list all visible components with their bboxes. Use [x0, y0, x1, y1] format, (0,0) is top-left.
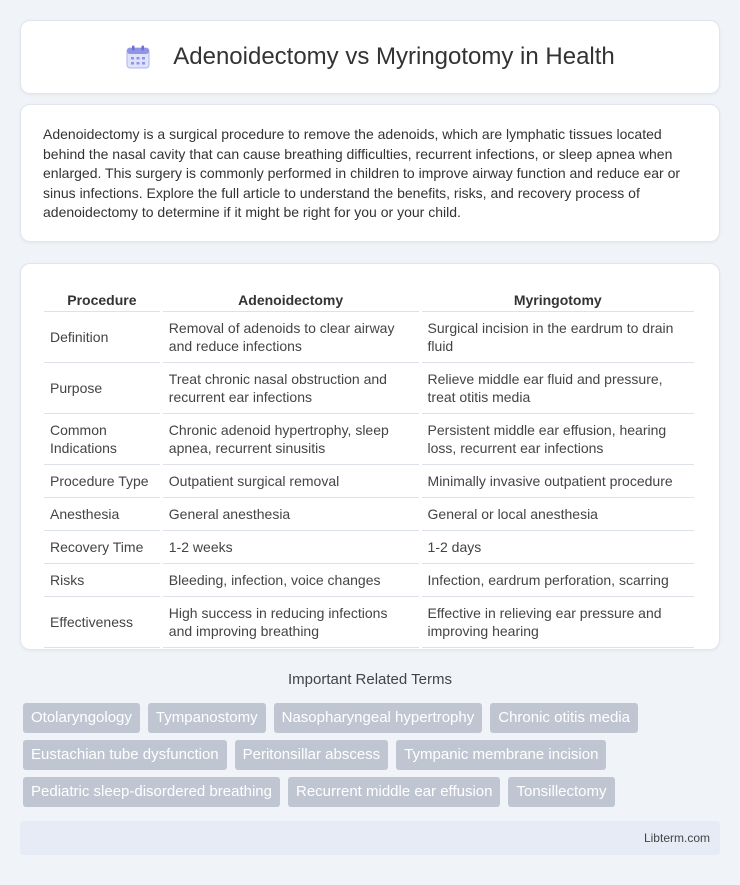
table-row	[44, 414, 694, 465]
myringotomy-cell: Minimally invasive outpatient procedure	[422, 465, 694, 498]
intro-text: Adenoidectomy is a surgical procedure to remove the adenoids, which are lymphatic tissues located behind the nasal cavity that can cause breathing difficulties, recurrent infections, or sleep apnea when enlarged. This surgery is commonly performed in children to improve airway function and reduce ear or sinus infections. Explore the full article to understand the benefits, risks, and recovery process of adenoidectomy to determine if it might be right for you or your child.	[43, 126, 681, 221]
myringotomy-cell: 1-2 days	[422, 531, 694, 564]
adenoidectomy-cell: Bleeding, infection, voice changes	[163, 564, 419, 597]
adenoidectomy-cell: Chronic adenoid hypertrophy, sleep apnea, recurrent sinusitis	[163, 414, 419, 465]
table-row	[44, 564, 694, 597]
row-label: Definition	[44, 312, 160, 363]
row-label: Purpose	[44, 363, 160, 414]
table-row	[44, 312, 694, 363]
myringotomy-cell: Persistent middle ear effusion, hearing loss, recurrent ear infections	[422, 414, 694, 465]
related-terms-list	[23, 703, 703, 807]
footer-site-link[interactable]: Libterm.com	[643, 831, 710, 845]
adenoidectomy-cell: Treat chronic nasal obstruction and recurrent ear infections	[163, 363, 419, 414]
intro-card	[20, 104, 720, 242]
myringotomy-cell: Relieve middle ear fluid and pressure, treat otitis media	[422, 363, 694, 414]
myringotomy-cell: General or local anesthesia	[422, 498, 694, 531]
row-label: Common Indications	[44, 414, 160, 465]
row-label: Procedure Type	[44, 465, 160, 498]
comparison-table	[41, 284, 697, 648]
row-label: Risks	[44, 564, 160, 597]
header-myringotomy: Myringotomy	[422, 284, 694, 312]
related-term-tag[interactable]: Tonsillectomy	[508, 777, 614, 807]
myringotomy-cell: Surgical incision in the eardrum to drain fluid	[422, 312, 694, 363]
row-label: Anesthesia	[44, 498, 160, 531]
myringotomy-cell: Effective in relieving ear pressure and improving hearing	[422, 597, 694, 648]
table-row	[44, 465, 694, 498]
related-term-tag[interactable]: Tympanic membrane incision	[396, 740, 606, 770]
table-row	[44, 498, 694, 531]
related-term-tag[interactable]: Recurrent middle ear effusion	[288, 777, 501, 807]
myringotomy-cell: Infection, eardrum perforation, scarring	[422, 564, 694, 597]
row-label: Effectiveness	[44, 597, 160, 648]
related-term-tag[interactable]: Pediatric sleep-disordered breathing	[23, 777, 280, 807]
related-term-tag[interactable]: Chronic otitis media	[490, 703, 638, 733]
table-row	[44, 531, 694, 564]
footer	[20, 821, 720, 855]
header-adenoidectomy: Adenoidectomy	[163, 284, 419, 312]
table-header-row	[44, 284, 694, 312]
adenoidectomy-cell: High success in reducing infections and improving breathing	[163, 597, 419, 648]
comparison-table-card	[20, 263, 720, 650]
title-card	[20, 20, 720, 94]
row-label: Recovery Time	[44, 531, 160, 564]
header-procedure: Procedure	[44, 284, 160, 312]
adenoidectomy-cell: Outpatient surgical removal	[163, 465, 419, 498]
table-row	[44, 363, 694, 414]
calendar-icon	[125, 44, 151, 70]
page-title: Adenoidectomy vs Myringotomy in Health	[173, 43, 615, 70]
related-term-tag[interactable]: Tympanostomy	[148, 703, 266, 733]
related-terms-title: Important Related Terms	[288, 671, 452, 688]
table-row	[44, 597, 694, 648]
adenoidectomy-cell: General anesthesia	[163, 498, 419, 531]
related-term-tag[interactable]: Eustachian tube dysfunction	[23, 740, 227, 770]
related-term-tag[interactable]: Otolaryngology	[23, 703, 140, 733]
adenoidectomy-cell: Removal of adenoids to clear airway and reduce infections	[163, 312, 419, 363]
related-term-tag[interactable]: Peritonsillar abscess	[235, 740, 389, 770]
related-term-tag[interactable]: Nasopharyngeal hypertrophy	[274, 703, 483, 733]
adenoidectomy-cell: 1-2 weeks	[163, 531, 419, 564]
